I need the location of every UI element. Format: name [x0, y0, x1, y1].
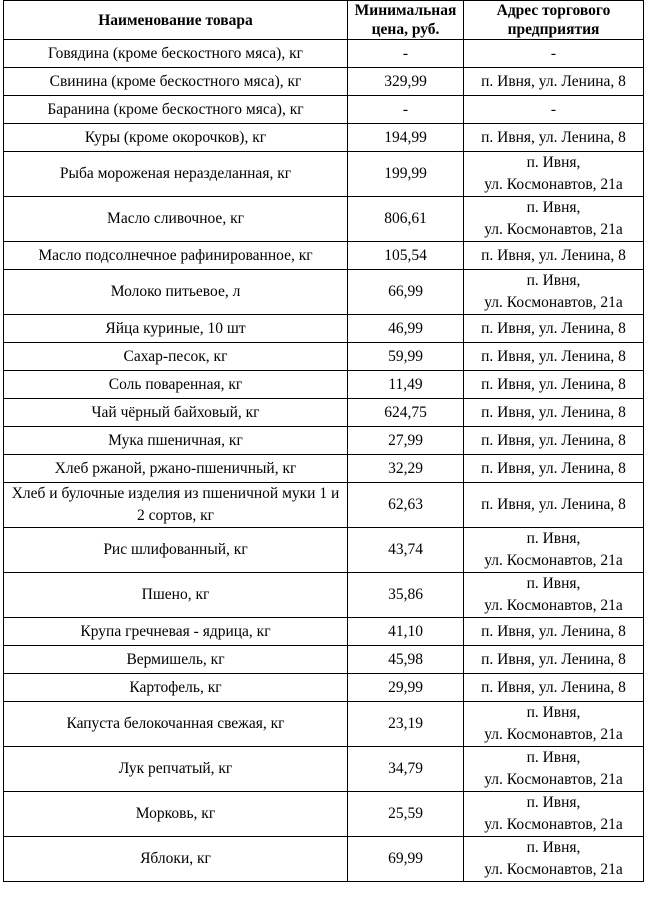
table-row: [4, 483, 644, 528]
store-address-line: п. Ивня,: [526, 839, 581, 856]
table-row: [4, 270, 644, 315]
product-name-cell: Сахар-песок, кг: [4, 343, 348, 371]
table-row: [4, 837, 644, 882]
store-address-line: п. Ивня, ул. Ленина, 8: [481, 622, 626, 640]
store-address-line: п. Ивня, ул. Ленина, 8: [481, 246, 626, 264]
store-address-line: ул. Космонавтов, 21а: [484, 294, 623, 311]
store-address-cell: [464, 528, 644, 573]
store-address-cell: [464, 702, 644, 747]
min-price-cell: 62,63: [348, 483, 464, 528]
store-address-line: п. Ивня, ул. Ленина, 8: [481, 128, 626, 146]
store-address-line: -: [550, 44, 557, 62]
product-name-cell: Крупа гречневая - ядрица, кг: [4, 618, 348, 646]
product-name-cell: Лук репчатый, кг: [4, 747, 348, 792]
store-address-cell: [464, 371, 644, 399]
min-price-cell: 23,19: [348, 702, 464, 747]
store-address-line: п. Ивня,: [526, 272, 581, 289]
store-address-cell: [464, 427, 644, 455]
product-name-cell: Капуста белокочанная свежая, кг: [4, 702, 348, 747]
product-name-cell: Мука пшеничная, кг: [4, 427, 348, 455]
table-row: [4, 455, 644, 483]
store-address-line: п. Ивня, ул. Ленина, 8: [481, 72, 626, 90]
store-address-cell: [464, 40, 644, 68]
product-name-cell: Масло подсолнечное рафинированное, кг: [4, 242, 348, 270]
store-address-line: п. Ивня, ул. Ленина, 8: [481, 496, 626, 513]
store-address-cell: [464, 399, 644, 427]
product-name-cell: Рис шлифованный, кг: [4, 528, 348, 573]
min-price-cell: 45,98: [348, 646, 464, 674]
min-price-cell: 25,59: [348, 792, 464, 837]
table-row: [4, 371, 644, 399]
min-price-cell: 41,10: [348, 618, 464, 646]
store-address-line: п. Ивня, ул. Ленина, 8: [481, 650, 626, 668]
product-name-cell: Хлеб и булочные изделия из пшеничной муки 1 и 2 сортов, кг: [4, 483, 348, 528]
table-row: [4, 618, 644, 646]
table-row: [4, 646, 644, 674]
product-name-cell: Баранина (кроме бескостного мяса), кг: [4, 96, 348, 124]
table-row: [4, 40, 644, 68]
product-name-cell: Вермишель, кг: [4, 646, 348, 674]
min-price-cell: 11,49: [348, 371, 464, 399]
store-address-cell: [464, 270, 644, 315]
product-name-cell: Соль поваренная, кг: [4, 371, 348, 399]
product-name-cell: Чай чёрный байховый, кг: [4, 399, 348, 427]
table-row: [4, 152, 644, 197]
table-row: [4, 124, 644, 152]
min-price-cell: 194,99: [348, 124, 464, 152]
min-price-cell: 105,54: [348, 242, 464, 270]
store-address-line: п. Ивня, ул. Ленина, 8: [481, 403, 626, 421]
product-name-cell: Яблоки, кг: [4, 837, 348, 882]
store-address-cell: [464, 343, 644, 371]
table-row: [4, 573, 644, 618]
product-name-cell: Рыба мороженая неразделанная, кг: [4, 152, 348, 197]
min-price-cell: 35,86: [348, 573, 464, 618]
store-address-line: ул. Космонавтов, 21а: [484, 816, 623, 833]
store-address-line: ул. Космонавтов, 21а: [484, 771, 623, 788]
store-address-line: п. Ивня,: [526, 199, 581, 216]
store-address-line: п. Ивня, ул. Ленина, 8: [481, 431, 626, 449]
min-price-cell: 34,79: [348, 747, 464, 792]
table-body: [4, 40, 644, 882]
store-address-cell: [464, 124, 644, 152]
product-name-cell: Куры (кроме окорочков), кг: [4, 124, 348, 152]
table-row: [4, 197, 644, 242]
table-header-row: [4, 1, 644, 40]
store-address-cell: [464, 68, 644, 96]
price-table: [3, 0, 644, 882]
store-address-line: п. Ивня, ул. Ленина, 8: [481, 678, 626, 696]
product-name-cell: Яйца куриные, 10 шт: [4, 315, 348, 343]
table-row: [4, 315, 644, 343]
table-row: [4, 747, 644, 792]
product-name-cell: Хлеб ржаной, ржано-пшеничный, кг: [4, 455, 348, 483]
store-address-line: п. Ивня,: [526, 530, 581, 547]
product-name-cell: Морковь, кг: [4, 792, 348, 837]
store-address-cell: [464, 315, 644, 343]
store-address-line: п. Ивня, ул. Ленина, 8: [481, 375, 626, 393]
store-address-cell: [464, 646, 644, 674]
table-row: [4, 427, 644, 455]
product-name-cell: Масло сливочное, кг: [4, 197, 348, 242]
min-price-cell: 329,99: [348, 68, 464, 96]
min-price-cell: -: [348, 40, 464, 68]
min-price-cell: -: [348, 96, 464, 124]
store-address-cell: [464, 242, 644, 270]
store-address-cell: [464, 674, 644, 702]
store-address-line: ул. Космонавтов, 21а: [484, 861, 623, 878]
product-name-cell: Свинина (кроме бескостного мяса), кг: [4, 68, 348, 96]
min-price-cell: 27,99: [348, 427, 464, 455]
min-price-cell: 66,99: [348, 270, 464, 315]
min-price-cell: 69,99: [348, 837, 464, 882]
store-address-line: п. Ивня, ул. Ленина, 8: [481, 319, 626, 337]
store-address-line: п. Ивня, ул. Ленина, 8: [481, 347, 626, 365]
store-address-line: п. Ивня,: [526, 794, 581, 811]
product-name-cell: Пшено, кг: [4, 573, 348, 618]
store-address-cell: [464, 792, 644, 837]
header-address: Адрес торгового предприятия: [464, 1, 644, 40]
table-row: [4, 343, 644, 371]
min-price-cell: 199,99: [348, 152, 464, 197]
store-address-line: п. Ивня, ул. Ленина, 8: [481, 459, 626, 477]
store-address-line: п. Ивня,: [526, 154, 581, 171]
store-address-cell: [464, 747, 644, 792]
min-price-cell: 29,99: [348, 674, 464, 702]
store-address-line: п. Ивня,: [526, 575, 581, 592]
product-name-cell: Картофель, кг: [4, 674, 348, 702]
min-price-cell: 43,74: [348, 528, 464, 573]
store-address-cell: [464, 197, 644, 242]
store-address-cell: [464, 483, 644, 528]
store-address-line: ул. Космонавтов, 21а: [484, 597, 623, 614]
store-address-cell: [464, 618, 644, 646]
table-row: [4, 399, 644, 427]
table-row: [4, 68, 644, 96]
store-address-line: ул. Космонавтов, 21а: [484, 552, 623, 569]
product-name-cell: Молоко питьевое, л: [4, 270, 348, 315]
min-price-cell: 624,75: [348, 399, 464, 427]
min-price-cell: 32,29: [348, 455, 464, 483]
product-name-cell: Говядина (кроме бескостного мяса), кг: [4, 40, 348, 68]
store-address-cell: [464, 96, 644, 124]
store-address-line: ул. Космонавтов, 21а: [484, 176, 623, 193]
table-row: [4, 96, 644, 124]
table-row: [4, 702, 644, 747]
store-address-cell: [464, 152, 644, 197]
min-price-cell: 46,99: [348, 315, 464, 343]
store-address-line: п. Ивня,: [526, 749, 581, 766]
store-address-line: ул. Космонавтов, 21а: [484, 221, 623, 238]
min-price-cell: 59,99: [348, 343, 464, 371]
store-address-cell: [464, 455, 644, 483]
store-address-line: -: [550, 100, 557, 118]
table-row: [4, 242, 644, 270]
store-address-cell: [464, 573, 644, 618]
table-row: [4, 674, 644, 702]
store-address-line: п. Ивня,: [526, 704, 581, 721]
min-price-cell: 806,61: [348, 197, 464, 242]
header-name: Наименование товара: [4, 1, 348, 40]
store-address-line: ул. Космонавтов, 21а: [484, 726, 623, 743]
store-address-cell: [464, 837, 644, 882]
table-row: [4, 528, 644, 573]
header-price: Минимальная цена, руб.: [348, 1, 464, 40]
table-row: [4, 792, 644, 837]
